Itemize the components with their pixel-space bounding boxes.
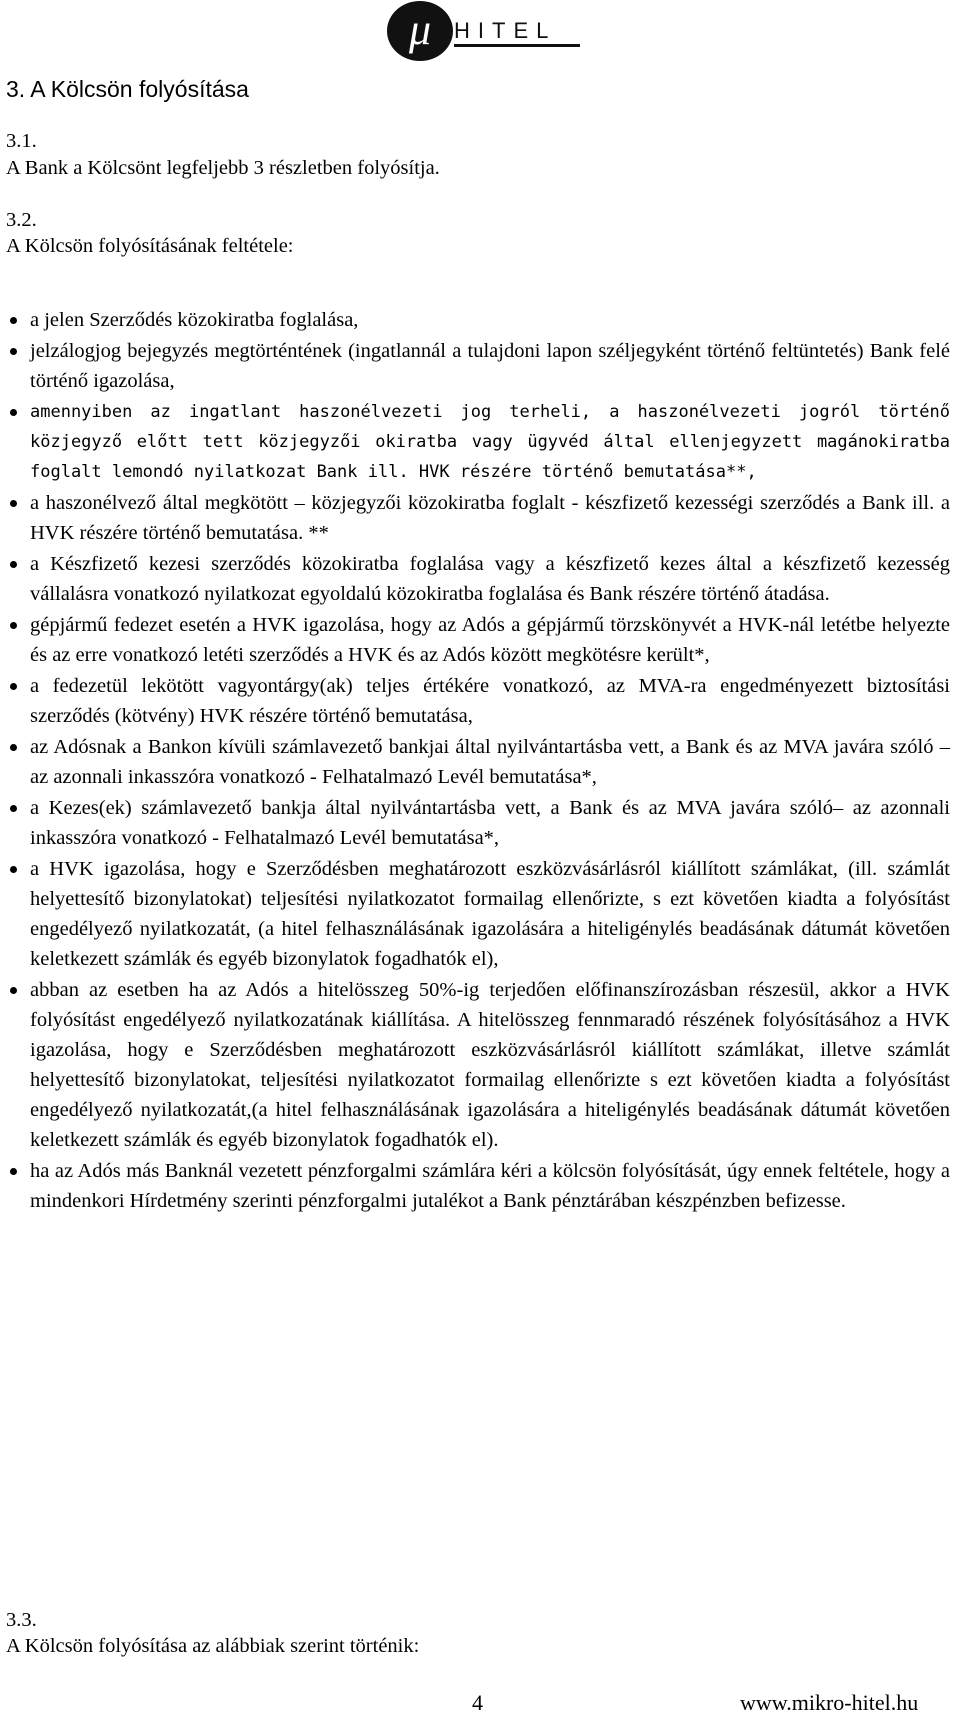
condition-item: abban az esetben ha az Adós a hitelösszeg 50%-ig terjedően előfinanszírozásban részesül, akkor a HVK folyósítást engedélyező nyilatkozatának kiállítása. A hitelösszeg fennmaradó részének folyósításához a HVK igazolása, hogy e Szerződésben meghatározott eszközvásárlásról kiállított számlákat, illetve számlát helyettesítő bizonylatokat, teljesítési nyilatkozatot formailag ellenőrizte s ezt követően kiadta a folyósítást engedélyező nyilatkozatát,(a hitel felhasználásának igazolására a hiteligénylés beadásának dátumát követően keletkezett számlák és egyéb bizonylatok fogadhatók el). xyxy=(6,975,950,1155)
section-title: 3. A Kölcsön folyósítása xyxy=(6,76,249,102)
condition-item: a Kezes(ek) számlavezető bankja által nyilvántartásba vett, a Bank és az MVA javára szóló– az azonnali inkasszóra vonatkozó - Felhatalmazó Levél bemutatása*, xyxy=(6,793,950,853)
section-3-2-number: 3.2. xyxy=(6,209,37,231)
condition-item: a Készfizető kezesi szerződés közokiratba foglalása vagy a készfizető kezes által a készfizető kezesség vállalásra vonatkozó nyilatkozat egyoldalú közokiratba foglalása és Bank részére történő átadása. xyxy=(6,549,950,609)
condition-item: a haszonélvező által megkötött – közjegyzői közokiratba foglalt - készfizető kezességi szerződés a Bank ill. a HVK részére történő bemutatása. ** xyxy=(6,488,950,548)
condition-item: jelzálogjog bejegyzés megtörténtének (ingatlannál a tulajdoni lapon széljegyként történő feltüntetés) Bank felé történő igazolása, xyxy=(6,336,950,396)
logo-emblem xyxy=(384,0,464,62)
condition-item: a fedezetül lekötött vagyontárgy(ak) teljes értékére vonatkozó, az MVA-ra engedményezett biztosítási szerződés (kötvény) HVK részére történő bemutatása, xyxy=(6,671,950,731)
section-3-3-number: 3.3. xyxy=(6,1609,37,1631)
section-3-1-text: A Bank a Kölcsönt legfeljebb 3 részletben folyósítja. xyxy=(6,157,440,179)
condition-item: a HVK igazolása, hogy e Szerződésben meghatározott eszközvásárlásról kiállított számlákat, (ill. számlát helyettesítő bizonylatokat) teljesítési nyilatkozatot formailag ellenőrizte, s ezt követően kiadta a folyósítást engedélyező nyilatkozatát, (a hitel felhasználásának igazolására a hiteligénylés beadásának dátumát követően keletkezett számlák és egyéb bizonylatok fogadhatók el), xyxy=(6,854,950,974)
section-3-2-text: A Kölcsön folyósításának feltétele: xyxy=(6,235,294,257)
logo-symbol: μ xyxy=(408,5,432,54)
condition-item: gépjármű fedezet esetén a HVK igazolása, hogy az Adós a gépjármű törzskönyvét a HVK-nál letétbe helyezte és az erre vonatkozó letéti szerződés a HVK és az Adós között megkötésre került*, xyxy=(6,610,950,670)
condition-item: a jelen Szerződés közokiratba foglalása, xyxy=(6,305,950,335)
condition-item: amennyiben az ingatlant haszonélvezeti jog terheli, a haszonélvezeti jogról történő közjegyző előtt tett közjegyzői okiratba vagy ügyvéd által ellenjegyzett magánokiratba foglalt lemondó nyilatkozat Bank ill. HVK részére történő bemutatása**, xyxy=(6,397,950,487)
footer-url: www.mikro-hitel.hu xyxy=(740,1690,919,1715)
condition-item: ha az Adós más Banknál vezetett pénzforgalmi számlára kéri a kölcsön folyósítását, úgy ennek feltétele, hogy a mindenkori Hírdetmény szerinti pénzforgalmi jutalékot a Bank pénztárában készpénzben befizesse. xyxy=(6,1156,950,1216)
logo-underline xyxy=(454,44,580,47)
page-number: 4 xyxy=(472,1690,483,1715)
conditions-list xyxy=(6,305,950,1217)
condition-item: az Adósnak a Bankon kívüli számlavezető bankjai által nyilvántartásba vett, a Bank és az MVA javára szóló – az azonnali inkasszóra vonatkozó - Felhatalmazó Levél bemutatása*, xyxy=(6,732,950,792)
logo-brand: HITEL xyxy=(454,18,557,43)
section-3-3-text: A Kölcsön folyósítása az alábbiak szerint történik: xyxy=(6,1635,420,1657)
section-3-1-number: 3.1. xyxy=(6,130,37,152)
